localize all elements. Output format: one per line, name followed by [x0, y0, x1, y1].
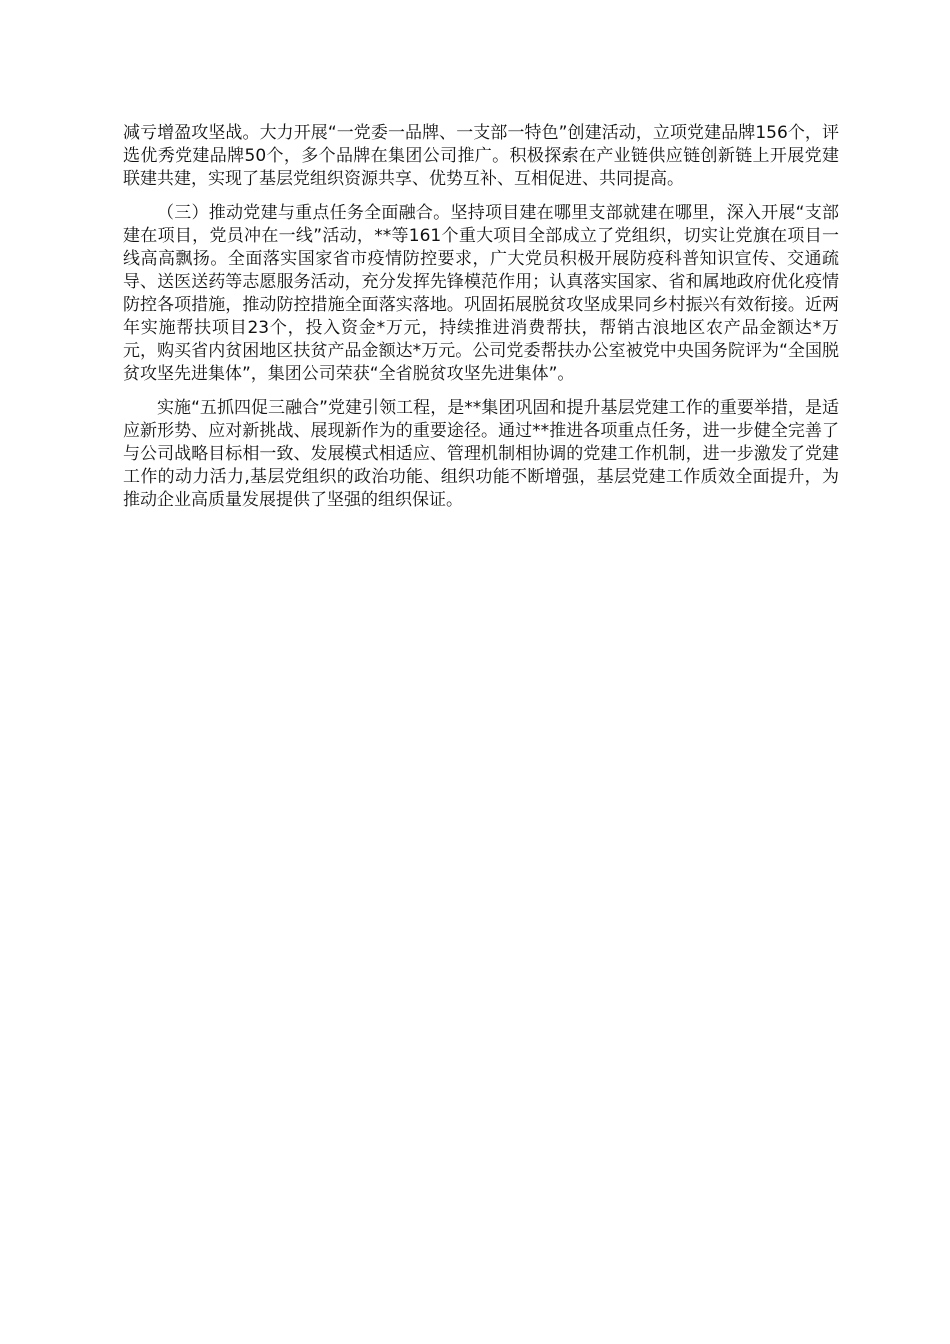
document-body [123, 122, 839, 523]
paragraph-2: （三）推动党建与重点任务全面融合。坚持项目建在哪里支部就建在哪里，深入开展“支部建在项目，党员冲在一线”活动，**等161个重大项目全部成立了党组织，切实让党旗在项目一线高高飘扬。全面落实国家省市疫情防控要求，广大党员积极开展防疫科普知识宣传、交通疏导、送医送药等志愿服务活动，充分发挥先锋模范作用；认真落实国家、省和属地政府优化疫情防控各项措施，推动防控措施全面落实落地。巩固拓展脱贫攻坚成果同乡村振兴有效衔接。近两年实施帮扶项目23个，投入资金*万元，持续推进消费帮扶，帮销古浪地区农产品金额达*万元，购买省内贫困地区扶贫产品金额达*万元。公司党委帮扶办公室被党中央国务院评为“全国脱贫攻坚先进集体”，集团公司荣获“全省脱贫攻坚先进集体”。 [123, 203, 839, 384]
paragraph-1: 减亏增盈攻坚战。大力开展“一党委一品牌、一支部一特色”创建活动，立项党建品牌156个，评选优秀党建品牌50个，多个品牌在集团公司推广。积极探索在产业链供应链创新链上开展党建联建共建，实现了基层党组织资源共享、优势互补、互相促进、共同提高。 [123, 123, 839, 189]
paragraph-3: 实施“五抓四促三融合”党建引领工程，是**集团巩固和提升基层党建工作的重要举措，是适应新形势、应对新挑战、展现新作为的重要途径。通过**推进各项重点任务，进一步健全完善了与公司战略目标相一致、发展模式相适应、管理机制相协调的党建工作机制，进一步激发了党建工作的动力活力,基层党组织的政治功能、组织功能不断增强，基层党建工作质效全面提升，为推动企业高质量发展提供了坚强的组织保证。 [123, 398, 839, 510]
